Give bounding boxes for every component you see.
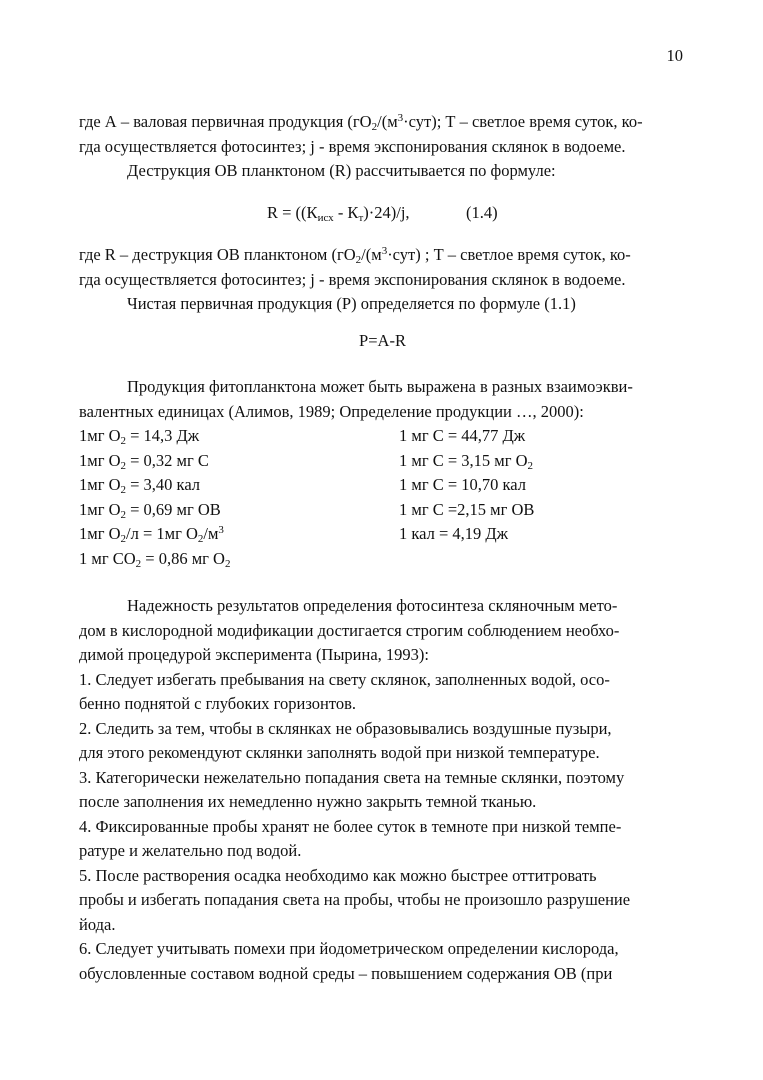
paragraph-reliability-line1: Надежность результатов определения фотосинтеза скляночным мето- bbox=[127, 596, 618, 615]
conversion-table bbox=[79, 424, 686, 571]
conversion-left-4: 1мг $О_2 = 0,69$ мг ОВ bbox=[79, 499, 221, 521]
page-content bbox=[79, 110, 686, 986]
list-item-2-line1: 2. Следить за тем, чтобы в склянках не образовывались воздушные пузыри, bbox=[79, 718, 612, 738]
conversion-left-3: 1мг $О_2 = 3,40$ кал bbox=[79, 475, 201, 496]
conversion-right-5: 1 кал = 4,19 Дж bbox=[399, 524, 509, 543]
paragraph-r-definition-line2: гда осуществляется фотосинтез; j - время экспонирования склянок в водоеме. bbox=[79, 269, 626, 289]
formula-1-4 bbox=[79, 201, 686, 226]
conversion-left-5: 1мг $О_2/л = 1мг$ $О_2/м^3$ bbox=[79, 524, 224, 545]
conversion-right-4: 1 мг С =2,15 мг ОВ bbox=[399, 499, 535, 519]
list-item-5-line1: 5. После растворения осадка необходимо как можно быстрее оттитровать bbox=[79, 865, 597, 885]
list-item-6-line1: 6. Следует учитывать помехи при йодометрическом определении кислорода, bbox=[79, 939, 619, 958]
paragraph-units-line2: валентных единицах (Алимов, 1989; Определение продукции …, 2000): bbox=[79, 401, 584, 421]
conversion-right-3: 1 мг С = 10,70 кал bbox=[399, 475, 526, 494]
list-item-6-line2: обусловленные составом водной среды – повышением содержания ОВ (при bbox=[79, 963, 613, 983]
paragraph-a-definition-line1: где А – валовая первичная продукция ($гО_2/(м^3\cdot сут)$; Т – светлое время суток, ко- bbox=[79, 112, 643, 133]
list-item-5-line3: йода. bbox=[79, 914, 116, 934]
list-item-3-line1: 3. Категорически нежелательно попадания света на темные склянки, поэтому bbox=[79, 767, 625, 787]
paragraph-reliability-line3: димой процедурой эксперимента (Пырина, 1993): bbox=[79, 645, 429, 664]
list-item-2-line2: для этого рекомендуют склянки заполнять водой при низкой температуре. bbox=[79, 743, 600, 762]
list-item-4-line1: 4. Фиксированные пробы хранят не более суток в темноте при низкой темпе- bbox=[79, 816, 622, 836]
paragraph-reliability-line2: дом в кислородной модификации достигается строгим соблюдением необхо- bbox=[79, 620, 620, 640]
list-item-4-line2: ратуре и желательно под водой. bbox=[79, 841, 302, 860]
conversion-left-1: 1мг $О_2 = 14,3$ Дж bbox=[79, 426, 200, 447]
paragraph-units-line1: Продукция фитопланктона может быть выражена в разных взаимоэкви- bbox=[127, 377, 633, 396]
paragraph-net-production: Чистая первичная продукция (Р) определяется по формуле (1.1) bbox=[127, 294, 576, 313]
conversion-left-6: 1 мг $СО_2 = 0,86$ мг $О_2$ bbox=[79, 548, 231, 570]
paragraph-a-definition-line2: гда осуществляется фотосинтез; j - время экспонирования склянок в водоеме. bbox=[79, 136, 626, 156]
formula-1-4-number: (1.4) bbox=[466, 202, 498, 222]
list-item-1-line1: 1. Следует избегать пребывания на свету склянок, заполненных водой, осо- bbox=[79, 669, 610, 689]
list-item-3-line2: после заполнения их немедленно нужно закрыть темной тканью. bbox=[79, 792, 537, 811]
formula-p-equals-a-minus-r: P=A-R bbox=[359, 330, 406, 350]
formula-1-4-expression: $R = ((К_{исх} - К_т)\cdot 24)/j$, bbox=[267, 202, 410, 224]
conversion-left-2: 1мг $О_2 = 0,32$ мг С bbox=[79, 450, 209, 472]
list-item-5-line2: пробы и избегать попадания света на пробы, чтобы не произошло разрушение bbox=[79, 890, 631, 909]
conversion-right-1: 1 мг С = 44,77 Дж bbox=[399, 426, 526, 445]
page-number: 10 bbox=[666, 46, 683, 65]
conversion-right-2: 1 мг С = 3,15 мг $О_2$ bbox=[399, 450, 534, 472]
conversion-right-6-empty bbox=[399, 547, 686, 572]
paragraph-r-definition-line1: где R – деструкция ОВ планктоном ($гО_2/(м^3\cdot сут)$ ; Т – светлое время суток, ко- bbox=[79, 245, 631, 266]
list-item-1-line2: бенно поднятой с глубоких горизонтов. bbox=[79, 694, 357, 713]
paragraph-destruction-intro: Деструкция ОВ планктоном (R) рассчитывается по формуле: bbox=[127, 161, 556, 180]
spacer bbox=[79, 571, 686, 594]
